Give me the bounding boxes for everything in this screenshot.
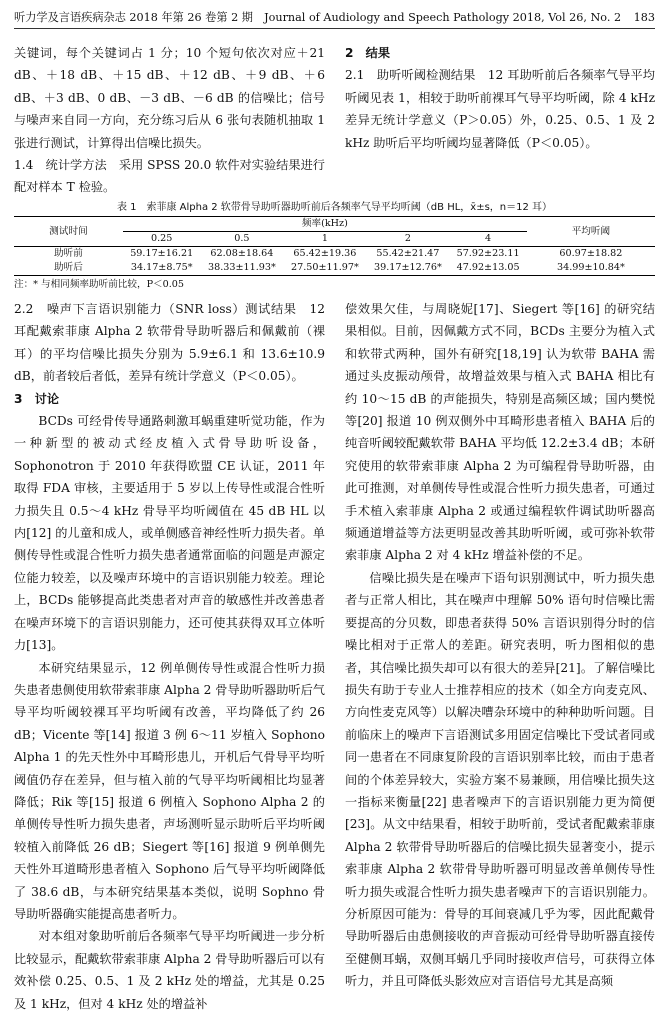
journal-header: 听力学及言语疾病杂志 2018 年第 26 卷第 2 期 Journal of Audiology and Speech Pathology 2018, Vol 26, No. 2 [14,11,622,24]
running-header [14,8,655,29]
time-header: 测试时间 [14,217,123,247]
table-cell: 55.42±21.47 [376,248,440,259]
page-number: 183 [633,11,655,24]
table-note: 注：* 与相同频率助听前比较，P＜0.05 [14,279,184,290]
table-cell: 60.97±18.82 [559,248,623,259]
table-cell: 39.17±12.76* [373,262,442,273]
discussion-paragraph: BCDs 可经骨传导通路刺激耳蜗重建听觉功能，作为一种新型的被动式经皮植入式骨导助听设备，Sophonotron 于 2010 年获得欧盟 CE 认证，2011 年取得 FDA 审核，主要适用于 5 岁以上传导性或混合性听力损失且 0.5～4 kHz 骨导平均听阈值在 45 dB HL 以内[12] 的儿童和成人，或单侧感音神经性听力损失者。单侧传导性或混合性听力损失患者通常面临的问题是声源定位能力较差，以及噪声环境中的言语识别能力较差。理论上，BCDs 能够提高此类患者对声音的敏感性并改善患者在噪声环境下的言语识别能力，还可使其获得双耳立体听力[13]。 [14,414,325,653]
table-cell: 27.50±11.97* [291,262,359,273]
left-top-column [14,42,325,199]
threshold-table [14,216,655,276]
freq-header: 频率(kHz) [123,217,527,232]
table-cell: 38.33±11.93* [208,262,276,273]
row-label: 助听前 [54,248,83,259]
right-column [345,298,655,993]
results-paragraph: 2.1 助听听阈检测结果 12 耳助听前后各频率气导平均听阈见表 1，相较于助听前裸耳气导平均听阈，除 4 kHz 差异无统计学意义（P＞0.05）外，0.25、0.5、1 及 2 kHz 助听后平均听阈均显著降低（P＜0.05）。 [345,68,655,150]
freq-label: 0.25 [123,232,200,247]
table-cell: 62.08±18.64 [210,248,274,259]
avg-header: 平均听阈 [527,217,655,247]
table-cell: 65.42±19.36 [293,248,357,259]
discussion-paragraph: 本研究结果显示，12 例单侧传导性或混合性听力损失患者患侧使用软带索菲康 Alpha 2 骨导助听器助听后气导平均听阈较裸耳平均听阈有改善，平均降低了约 26 dB；Vicente 等[14] 报道 3 例 6～11 岁植入 Sophono Alpha 1 的先天性外中耳畸形患儿，开机后气骨导平均听阈值仍存在差异，但与植入前的气导平均听阈相比均显著降低；Rik 等[15] 报道 6 例植入 Sophono Alpha 2 的单侧传导性听力损失患者，声场测听显示助听后平均听阈较植入前降低 26 dB；Siegert 等[16] 报道 9 例单侧先天性外耳道畸形患者植入 Sophono 后气导平均听阈降低了 38.6 dB，与本研究结果基本类似，说明 Sophno 骨导助听器确实能提高患者听力。 [14,660,325,921]
table-1 [14,200,655,292]
row-label: 助听后 [54,262,83,273]
results-heading: 2 结果 [345,46,391,60]
right-top-column [345,42,655,154]
left-column [14,298,325,1015]
methods-paragraph: 关键词，每个关键词占 1 分；10 个短句依次对应＋21 dB、＋18 dB、＋15 dB、＋12 dB、＋9 dB、＋6 dB、＋3 dB、0 dB、－3 dB、－6 dB 的信噪比；信号与噪声来自同一方向，充分练习后从 6 张句表随机抽取 1 张进行测试，计算得出信噪比损失。 [14,46,325,150]
snr-paragraph: 2.2 噪声下言语识别能力（SNR loss）测试结果 12 耳配戴索菲康 Alpha 2 软带骨导助听器后和佩戴前（裸耳）的平均信噪比损失分别为 5.9±6.1 和 13.6±10.9 dB，前者较后者低，差异有统计学意义（P＜0.05）。 [14,302,325,384]
freq-label: 0.5 [200,232,283,247]
table-cell: 34.17±8.75* [130,262,193,273]
freq-label: 4 [449,232,526,247]
table-caption: 表 1 索菲康 Alpha 2 软带骨导助听器助听前后各频率气导平均听阈（dB HL，x̄±s，n＝12 耳） [116,202,553,213]
discussion-paragraph: 偿效果欠佳，与周晓妮[17]、Siegert 等[16] 的研究结果相似。目前，因佩戴方式不同，BCDs 主要分为植入式和软带式两种，国外有研究[18,19] 认为软带 BAHA 需通过头皮振动颅骨，故增益效果与植入式 BAHA 相比有约 10～15 dB 的声能损失，特别是高频区域；国内樊悦等[20] 报道 10 例双侧外中耳畸形患者植入 BAHA 后的纯音听阈较配戴软带 BAHA 平均低 12.2±3.4 dB；本研究使用的软带索菲康 Alpha 2 为可编程骨导助听器，由此可推测，对单侧传导性或混合性听力损失患者，可通过手术植入索菲康 Alpha 2 或通过编程软件调试助听器高频通道增益等方法更明显改善其助听听阈，或可弥补软带索菲康 Alpha 2 对 4 kHz 增益补偿的不足。 [345,302,655,563]
freq-label: 1 [283,232,366,247]
table-cell: 57.92±23.11 [456,248,520,259]
discussion-heading: 3 讨论 [14,391,60,406]
discussion-paragraph: 信噪比损失是在噪声下语句识别测试中，听力损失患者与正常人相比，其在噪声中理解 50% 语句时信噪比需要提高的分贝数，即患者获得 50% 言语识别得分时的信噪比相对于正常人的差距。研究表明，听力图相似的患者，其信噪比损失却可以有很大的差异[21]。了解信噪比损失有助于专业人士推荐相应的技术（如全方向麦克风、方向性麦克风等）以解决嘈杂环境中的种种助听问题。目前临床上的噪声下言语测试多用固定信噪比下受试者同或同一患者在不同康复阶段的言语识别率比较，而由于患者间的个体差异较大，实验方案不易兼顾，用信噪比损失这一指标来衡量[22] 患者噪声下的言语识别能力更为简便[23]。从文中结果看，相较于助听前，受试者配戴索菲康 Alpha 2 软带骨导助听器后的信噪比损失显著变小，提示索菲康 Alpha 2 软带骨导助听器可明显改善单侧传导性听力损失或混合性听力损失患者噪声下的言语识别能力。分析原因可能为：骨导的耳间衰减几乎为零，因此配戴骨导助听器后由患侧接收的声音振动可经骨导助听器直接传至健侧耳蜗，双侧耳蜗几乎同时接收声信号，可获得立体听力，并且可降低头影效应对言语信号尤其是高频 [345,570,655,989]
table-cell: 47.92±13.05 [456,262,520,273]
table-cell: 59.17±16.21 [130,248,194,259]
table-cell: 34.99±10.84* [557,262,625,273]
table-row [14,247,655,262]
table-row [14,261,655,276]
freq-label: 2 [366,232,449,247]
discussion-paragraph: 对本组对象助听前后各频率气导平均听阈进一步分析比较显示，配戴软带索菲康 Alpha 2 骨导助听器后可以有效补偿 0.25、0.5、1 及 2 kHz 处的增益，尤其是 0.25 及 1 kHz，但对 4 kHz 处的增益补 [14,929,325,1011]
stats-paragraph: 1.4 统计学方法 采用 SPSS 20.0 软件对实验结果进行配对样本 T 检验。 [14,158,325,195]
